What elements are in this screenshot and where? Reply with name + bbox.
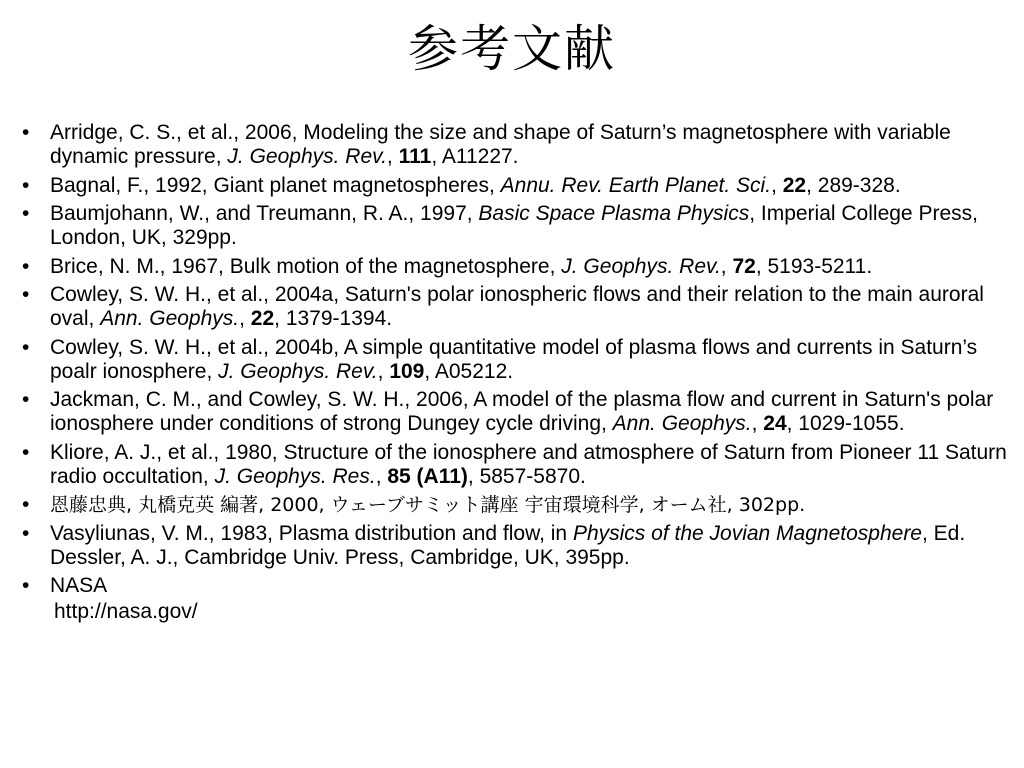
- bullet: •: [22, 121, 30, 144]
- reference-item: [22, 255, 1012, 279]
- volume-number: 22: [782, 173, 807, 197]
- ref-segment: , 289-328.: [806, 173, 901, 197]
- journal-name: J. Geophys. Rev.: [227, 145, 387, 168]
- journal-name: Ann. Geophys.: [100, 307, 240, 330]
- ref-segment: , Ed. Dessler, A. J., Cambridge Univ. Press, Cambridge, UK, 395pp.: [50, 521, 966, 569]
- book-title: Basic Space Plasma Physics: [478, 202, 750, 225]
- reference-item: [22, 441, 1012, 489]
- volume-number: 111: [398, 145, 432, 168]
- ref-segment: , 1029-1055.: [786, 412, 905, 435]
- bullet: •: [22, 521, 30, 545]
- ref-segment: ,: [375, 464, 388, 488]
- reference-item: [22, 336, 1012, 384]
- ref-segment: Vasyliunas, V. M., 1983, Plasma distribution and flow, in: [50, 521, 573, 545]
- ref-segment: ,: [377, 359, 390, 383]
- volume-number: 109: [389, 359, 425, 383]
- reference-text: [50, 202, 978, 249]
- ref-segment: Brice, N. M., 1967, Bulk motion of the magnetosphere,: [50, 254, 562, 278]
- bullet: •: [22, 388, 30, 411]
- volume-number: 72: [732, 254, 756, 278]
- ref-segment: Cowley, S. W. H., et al., 2004a, Saturn's polar ionospheric flows and their relation to the main auroral oval,: [50, 283, 984, 330]
- ref-segment: ,: [771, 173, 783, 197]
- ref-segment: , A11227.: [431, 145, 519, 168]
- ref-segment: , Imperial College Press, London, UK, 329pp.: [50, 202, 978, 249]
- book-title: Physics of the Jovian Magnetosphere: [572, 521, 922, 545]
- bullet: •: [22, 493, 30, 516]
- ref-segment: ,: [386, 145, 399, 168]
- journal-name: J. Geophys. Rev.: [218, 359, 378, 383]
- reference-text: [50, 441, 1007, 488]
- bullet: •: [22, 574, 30, 597]
- ref-segment: Jackman, C. M., and Cowley, S. W. H., 2006, A model of the plasma flow and current in Saturn's polar ionosphere under conditions of strong Dungey cycle driving,: [50, 388, 994, 435]
- reference-item: [22, 574, 1012, 624]
- ref-segment: Kliore, A. J., et al., 1980, Structure of the ionosphere and atmosphere of Saturn from Pioneer 11 Saturn radio occultation,: [50, 440, 1007, 488]
- ref-segment: Bagnal, F., 1992, Giant planet magnetospheres,: [50, 173, 501, 197]
- volume-number: 22: [250, 307, 275, 330]
- ref-segment: , A05212.: [424, 359, 514, 383]
- ref-segment: 恩藤忠典, 丸橋克英 編著, 2000, ウェーブサミット講座 宇宙環境科学, オーム社, 302pp.: [50, 494, 806, 516]
- ref-segment: NASA: [50, 574, 108, 597]
- reference-text: [50, 522, 965, 569]
- bullet: •: [22, 202, 30, 225]
- bullet: •: [22, 173, 30, 197]
- reference-item: [22, 493, 1012, 517]
- reference-text: [50, 174, 901, 197]
- ref-segment: ,: [239, 307, 251, 330]
- ref-segment: ,: [720, 254, 733, 278]
- reference-text: [50, 255, 872, 278]
- journal-name: J. Geophys. Rev.: [561, 254, 721, 278]
- ref-segment: Cowley, S. W. H., et al., 2004b, A simple quantitative model of plasma flows and currents in Saturn’s poalr ionosphere,: [50, 335, 978, 383]
- ref-segment: , 5857-5870.: [467, 464, 586, 488]
- nasa-url-link[interactable]: http://nasa.gov/: [54, 600, 198, 623]
- reference-text: [50, 336, 977, 383]
- reference-item: [22, 522, 1012, 570]
- journal-name: J. Geophys. Res.: [214, 464, 376, 488]
- reference-item: [22, 174, 1012, 198]
- reference-item: [22, 283, 1012, 331]
- journal-name: Annu. Rev. Earth Planet. Sci.: [500, 173, 772, 197]
- reference-text: [50, 574, 107, 597]
- volume-number: 85 (A11): [387, 464, 468, 488]
- reference-text: [50, 283, 984, 330]
- reference-item: [22, 121, 1012, 169]
- ref-segment: Baumjohann, W., and Treumann, R. A., 1997,: [50, 202, 479, 225]
- reference-item: [22, 202, 1012, 250]
- reference-text: [50, 121, 951, 168]
- bullet: •: [22, 283, 30, 306]
- ref-segment: ,: [751, 412, 764, 435]
- reference-list: [22, 121, 1012, 629]
- volume-number: 24: [763, 412, 787, 435]
- ref-segment: , 5193-5211.: [755, 254, 873, 278]
- reference-text: [50, 388, 993, 435]
- nasa-url-line: [50, 600, 1012, 624]
- bullet: •: [22, 335, 30, 359]
- ref-segment: Arridge, C. S., et al., 2006, Modeling the size and shape of Saturn’s magnetosphere with variable dynamic pressure,: [50, 121, 951, 168]
- slide-title: 参考文献: [408, 20, 616, 78]
- journal-name: Ann. Geophys.: [612, 412, 752, 435]
- reference-text: [50, 493, 805, 516]
- reference-item: [22, 388, 1012, 436]
- bullet: •: [22, 440, 30, 464]
- ref-segment: , 1379-1394.: [274, 307, 393, 330]
- bullet: •: [22, 254, 30, 278]
